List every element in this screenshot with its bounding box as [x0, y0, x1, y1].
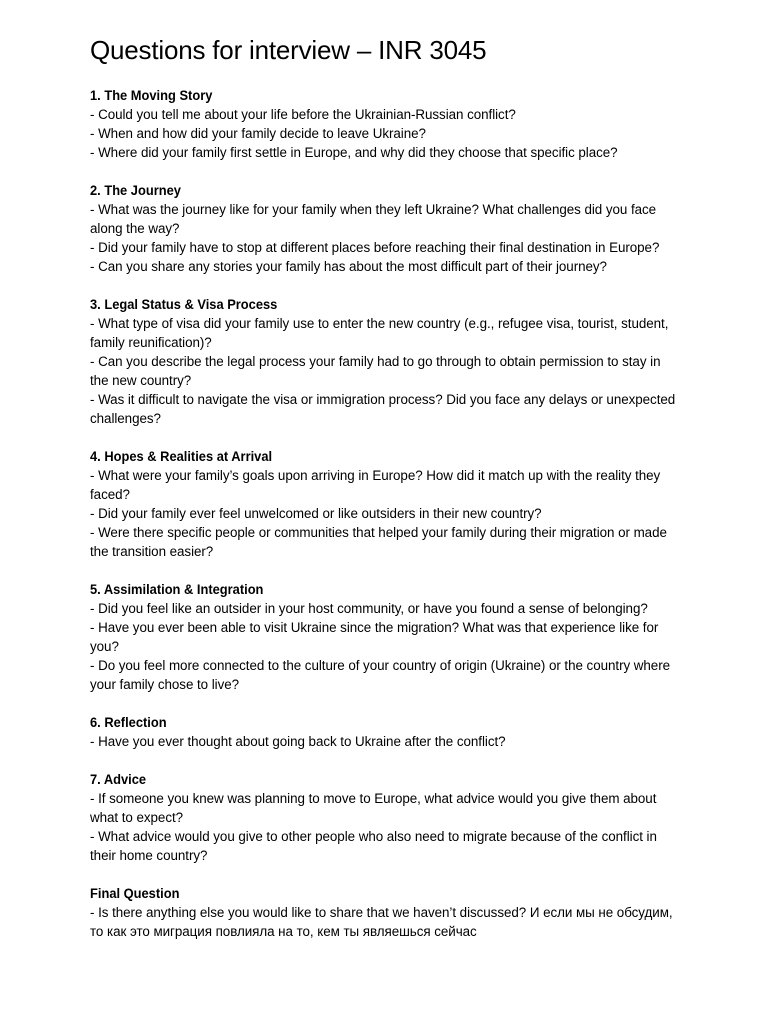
document-title: Questions for interview – INR 3045	[90, 35, 487, 65]
section-assimilation	[90, 580, 680, 694]
section-heading: 2. The Journey	[90, 182, 181, 198]
section-heading: Final Question	[90, 885, 180, 901]
section-heading: 5. Assimilation & Integration	[90, 581, 264, 597]
section-legal-status	[90, 295, 680, 428]
question-item: - If someone you knew was planning to move to Europe, what advice would you give them about what to expect?	[90, 791, 657, 825]
question-item: - Have you ever been able to visit Ukraine since the migration? What was that experience like for you?	[90, 620, 659, 654]
question-item: - Where did your family first settle in Europe, and why did they choose that specific place?	[90, 145, 618, 160]
question-item: - What advice would you give to other people who also need to migrate because of the conflict in their home country?	[90, 829, 657, 863]
section-final-question	[90, 884, 680, 941]
question-item: - Was it difficult to navigate the visa or immigration process? Did you face any delays or unexpected challenges?	[90, 392, 676, 426]
question-item: - Could you tell me about your life before the Ukrainian-Russian conflict?	[90, 107, 516, 122]
section-reflection	[90, 713, 680, 751]
section-hopes-realities	[90, 447, 680, 561]
question-item: - Have you ever thought about going back to Ukraine after the conflict?	[90, 734, 506, 749]
question-item: - Did you feel like an outsider in your host community, or have you found a sense of belonging?	[90, 601, 648, 616]
section-moving-story	[90, 86, 680, 162]
question-item: - Is there anything else you would like to share that we haven’t discussed? И если мы не обсудим, то как это миграция повлияла на то, кем ты являешься сейчас	[90, 905, 673, 939]
section-journey	[90, 181, 680, 276]
section-heading: 4. Hopes & Realities at Arrival	[90, 448, 273, 464]
question-item: - Were there specific people or communities that helped your family during their migration or made the transition easier?	[90, 525, 667, 559]
section-heading: 3. Legal Status & Visa Process	[90, 296, 278, 312]
question-item: - Do you feel more connected to the culture of your country of origin (Ukraine) or the country where your family chose to live?	[90, 658, 671, 692]
question-item: - What was the journey like for your family when they left Ukraine? What challenges did you face along the way?	[90, 202, 657, 236]
question-item: - Can you share any stories your family has about the most difficult part of their journey?	[90, 259, 607, 274]
question-item: - When and how did your family decide to leave Ukraine?	[90, 126, 426, 141]
question-item: - Can you describe the legal process your family had to go through to obtain permission to stay in the new country?	[90, 354, 661, 388]
section-heading: 6. Reflection	[90, 714, 167, 730]
question-item: - Did your family ever feel unwelcomed or like outsiders in their new country?	[90, 506, 542, 521]
section-heading: 1. The Moving Story	[90, 87, 213, 103]
question-item: - Did your family have to stop at different places before reaching their final destination in Europe?	[90, 240, 660, 255]
document-page	[90, 34, 680, 960]
section-heading: 7. Advice	[90, 771, 147, 787]
section-advice	[90, 770, 680, 865]
question-item: - What were your family’s goals upon arriving in Europe? How did it match up with the reality they faced?	[90, 468, 661, 502]
question-item: - What type of visa did your family use to enter the new country (e.g., refugee visa, tourist, student, family reunification)?	[90, 316, 669, 350]
